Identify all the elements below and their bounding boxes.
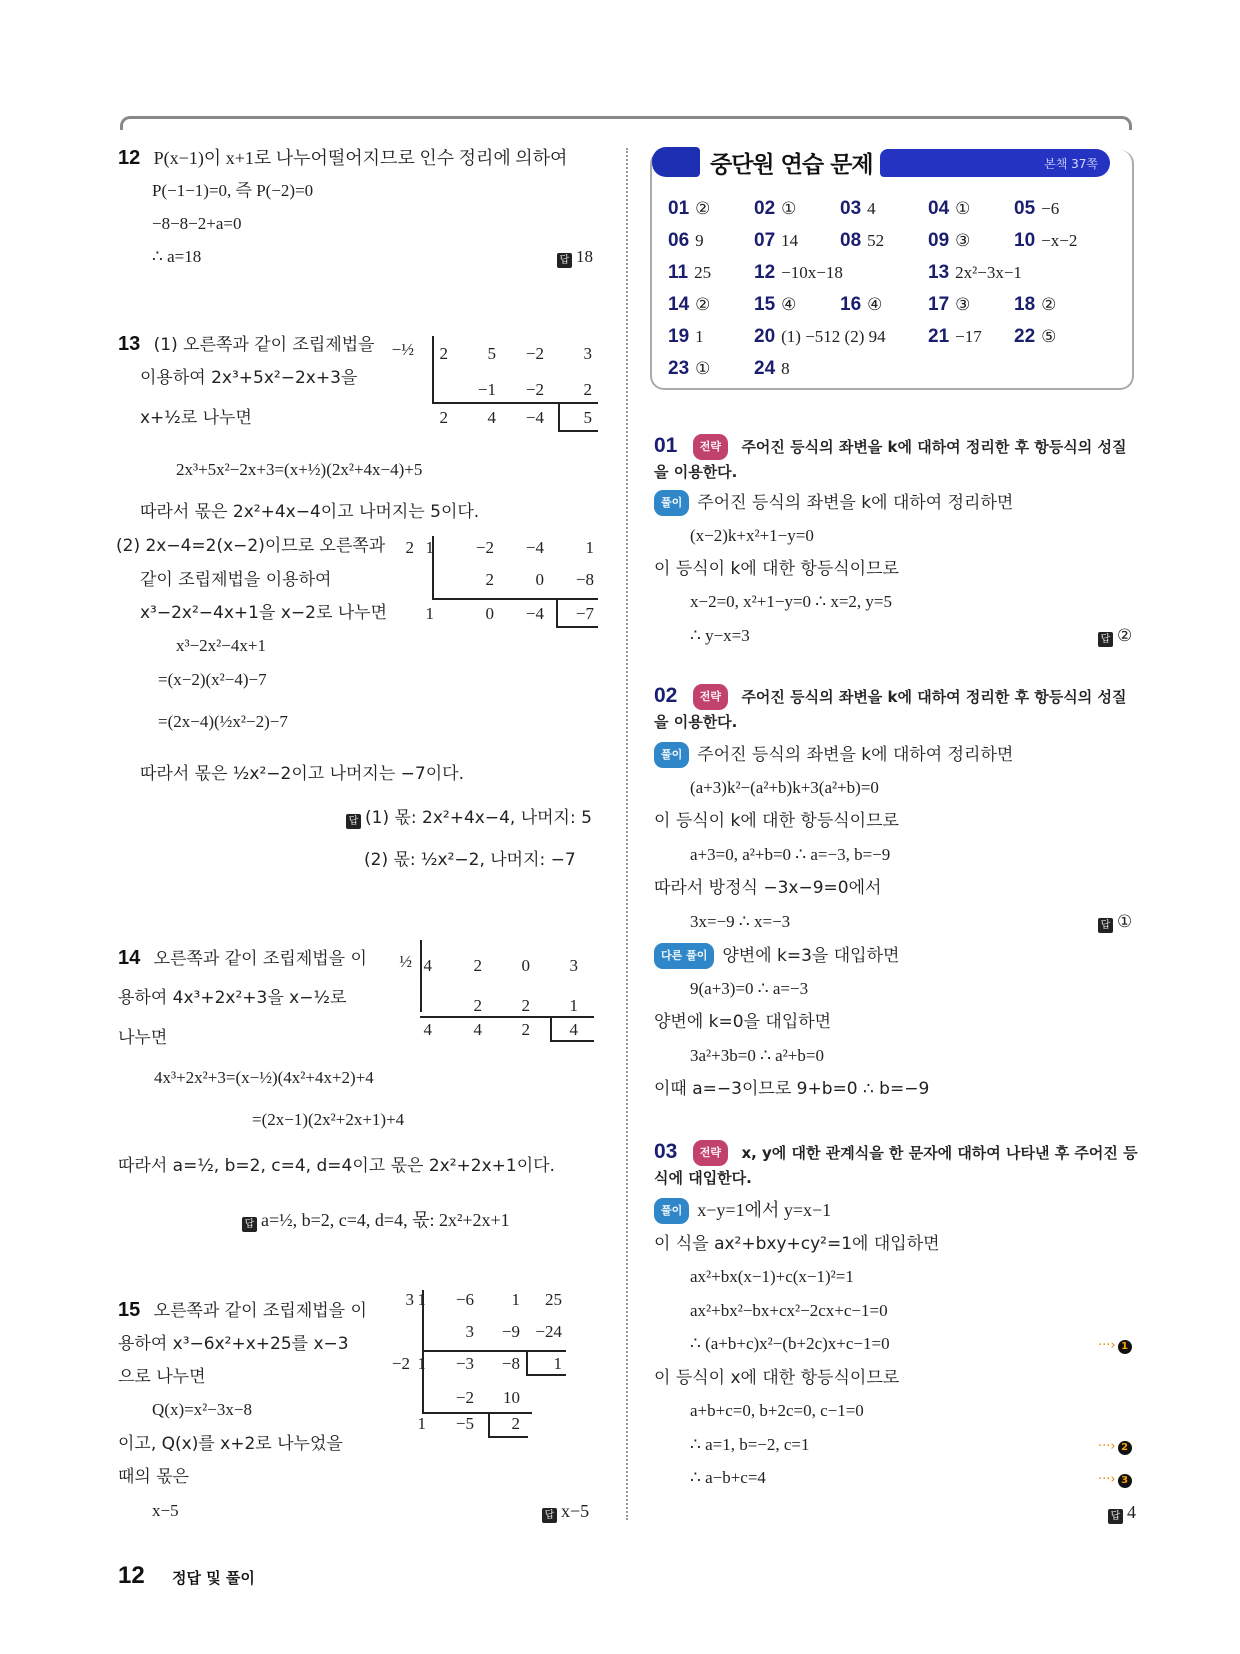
summary-answer-item: [1014, 230, 1077, 252]
answer-value: 2x²−3x−1: [955, 263, 1022, 282]
q02-alt-line: 이때 a=−3이므로 9+b=0 ∴ b=−9: [654, 1079, 930, 1099]
q02-alt-line: 9(a+3)=0 ∴ a=−3: [690, 979, 809, 998]
problem-13-line-2: 이용하여 2x³+5x²−2x+3을: [140, 368, 358, 388]
answer-value: ②: [1041, 295, 1057, 314]
answer-number: 08: [840, 230, 862, 251]
step-marker-2: ···› 2: [1098, 1433, 1132, 1459]
answer-number: 24: [754, 358, 776, 379]
solution-tag: 풀이: [654, 742, 689, 768]
answer-number: 16: [840, 294, 862, 315]
summary-answer-item: [928, 198, 970, 220]
problem-13-conclusion-2: 따라서 몫은 ½x²−2이고 나머지는 −7이다.: [140, 764, 464, 784]
problem-13-part2-line-1: (2) 2x−4=2(x−2)이므로 오른쪽과: [116, 536, 386, 556]
problem-14-conclusion: 따라서 a=½, b=2, c=4, d=4이고 몫은 2x²+2x+1이다.: [118, 1156, 555, 1176]
answer-value: 14: [781, 231, 799, 250]
problem-12-line-4: ∴ a=18: [152, 247, 202, 266]
problem-14-line-1: 14 오른쪽과 같이 조립제법을 이: [118, 947, 367, 969]
problem-15-line-3: 으로 나누면: [118, 1367, 206, 1387]
summary-answer-item: [668, 262, 711, 284]
summary-answer-item: [928, 262, 1022, 284]
answer-number: 19: [668, 326, 690, 347]
solution-tag: 풀이: [654, 1198, 689, 1224]
problem-12-answer: 답 18: [557, 245, 593, 269]
q02-line: 3x=−9 ∴ x=−3: [690, 912, 791, 931]
answer-value: ②: [695, 295, 711, 314]
answer-value: ②: [695, 199, 711, 218]
answer-badge-icon: 답: [346, 814, 361, 829]
synthetic-division-15: 3 1 −6 1 25 3 −9 −24 −2 1 −3 −8 1 −2 10 1 −5 2: [400, 1290, 600, 1450]
strategy-tag: 전략: [693, 1140, 728, 1166]
q03-strategy-line-2: 식에 대입한다.: [654, 1169, 752, 1187]
summary-title: 중단원 연습 문제: [710, 152, 873, 178]
answer-value: 4: [867, 199, 876, 218]
answer-value: 25: [694, 263, 712, 282]
summary-page-ref: 본책 37쪽: [1044, 157, 1098, 171]
section-label: 정답 및 풀이: [172, 1569, 255, 1587]
answer-value: −10x−18: [781, 263, 843, 282]
step-marker-1: ···› 1: [1098, 1332, 1132, 1358]
answer-value: 9: [695, 231, 704, 250]
problem-12-line-3: −8−8−2+a=0: [152, 214, 242, 233]
answer-value: 8: [781, 359, 790, 378]
summary-answer-item: [928, 326, 982, 348]
q02-alt-line: 양변에 k=0을 대입하면: [654, 1012, 832, 1032]
problem-15-line-4: Q(x)=x²−3x−8: [152, 1400, 252, 1419]
answer-number: 20: [754, 326, 776, 347]
answer-number: 14: [668, 294, 690, 315]
answer-value: ①: [695, 359, 711, 378]
q03-line: 이 등식이 x에 대한 항등식이므로: [654, 1368, 900, 1388]
problem-14-line-2: 용하여 4x³+2x²+3을 x−½로: [118, 988, 347, 1008]
q01-strategy-line-2: 을 이용한다.: [654, 463, 738, 481]
answer-badge-icon: 답: [1108, 1509, 1123, 1524]
q03-solution-intro: 풀이 x−y=1에서 y=x−1: [654, 1198, 831, 1224]
alt-solution-tag: 다른 풀이: [654, 943, 714, 969]
answer-number: 18: [1014, 294, 1036, 315]
answer-badge-icon: 답: [542, 1508, 557, 1523]
problem-14-eq-1: 4x³+2x²+3=(x−½)(4x²+4x+2)+4: [154, 1068, 374, 1087]
strategy-tag: 전략: [693, 684, 728, 710]
problem-12-line-1: 12 P(x−1)이 x+1로 나누어떨어지므로 인수 정리에 의하여: [118, 147, 568, 169]
summary-answer-item: [754, 358, 790, 380]
problem-13-line-1: 13 (1) 오른쪽과 같이 조립제법을: [118, 333, 375, 355]
q02-line: 이 등식이 k에 대한 항등식이므로: [654, 811, 899, 831]
q02-solution-intro: 풀이 주어진 등식의 좌변을 k에 대하여 정리하면: [654, 742, 1013, 768]
problem-15-line-2: 용하여 x³−6x²+x+25를 x−3: [118, 1334, 349, 1354]
summary-answer-item: [840, 230, 884, 252]
summary-answer-item: [754, 326, 886, 348]
summary-answer-item: [840, 198, 876, 220]
answer-badge-icon: 답: [242, 1217, 257, 1232]
answer-number: 11: [668, 262, 689, 283]
q01-solution-intro: 풀이 주어진 등식의 좌변을 k에 대하여 정리하면: [654, 490, 1013, 516]
q02-line: (a+3)k²−(a²+b)k+3(a²+b)=0: [690, 778, 879, 797]
synthetic-division-14: ½ 4 2 0 3 2 2 1 4 4 2 4: [396, 940, 596, 1040]
summary-answer-item: [754, 262, 843, 284]
summary-answer-item: [754, 198, 796, 220]
problem-13-part2-eq-1: x³−2x²−4x+1: [176, 636, 266, 655]
answer-number: 10: [1014, 230, 1036, 251]
answer-value: 1: [695, 327, 704, 346]
problem-14-answer: 답 a=½, b=2, c=4, d=4, 몫: 2x²+2x+1: [242, 1208, 510, 1233]
summary-answer-item: [668, 198, 710, 220]
problem-number: 12: [118, 147, 141, 169]
problem-14-eq-2: =(2x−1)(2x²+2x+1)+4: [252, 1110, 405, 1129]
summary-answer-item: [928, 294, 970, 316]
q01-line: 이 등식이 k에 대한 항등식이므로: [654, 559, 899, 579]
problem-15-line-7: x−5: [152, 1501, 179, 1520]
answer-number: 21: [928, 326, 950, 347]
q03-line: ∴ a−b+c=4: [690, 1468, 766, 1487]
q02-line: a+3=0, a²+b=0 ∴ a=−3, b=−9: [690, 845, 891, 864]
answer-value: −6: [1041, 199, 1060, 218]
answer-value: ③: [955, 231, 971, 250]
summary-answer-item: [928, 230, 970, 252]
answer-number: 15: [754, 294, 776, 315]
summary-answer-item: [754, 230, 798, 252]
q03-line: ∴ a=1, b=−2, c=1: [690, 1435, 810, 1454]
q03-answer: 답 4: [1108, 1500, 1136, 1525]
q01-line: (x−2)k+x²+1−y=0: [690, 526, 814, 545]
answer-badge-icon: 답: [1098, 632, 1113, 647]
q02-line: 따라서 방정식 −3x−9=0에서: [654, 878, 882, 898]
step-marker-3: ···› 3: [1098, 1466, 1132, 1492]
problem-14-line-3: 나누면: [118, 1028, 168, 1048]
summary-answer-item: [1014, 326, 1056, 348]
answer-number: 22: [1014, 326, 1036, 347]
answer-number: 03: [840, 198, 862, 219]
answer-badge-icon: 답: [1098, 918, 1113, 933]
q02-strategy-line-1: 02 전략 주어진 등식의 좌변을 k에 대하여 정리한 후 항등식의 성질: [654, 684, 1126, 710]
strategy-tag: 전략: [693, 434, 728, 460]
problem-13-conclusion-1: 따라서 몫은 2x²+4x−4이고 나머지는 5이다.: [140, 502, 480, 522]
answer-value: −17: [955, 327, 982, 346]
answer-number: 02: [754, 198, 776, 219]
answer-number: 05: [1014, 198, 1036, 219]
q02-strategy-line-2: 을 이용한다.: [654, 713, 738, 731]
problem-13-part2-line-3: x³−2x²−4x+1을 x−2로 나누면: [140, 603, 388, 623]
answer-value: ③: [955, 295, 971, 314]
summary-answer-item: [754, 294, 796, 316]
problem-15-answer: 답 x−5: [542, 1499, 589, 1524]
q03-strategy-line-1: 03 전략 x, y에 대한 관계식을 한 문자에 대하여 나타낸 후 주어진 등: [654, 1140, 1138, 1166]
page-top-rule: [120, 116, 1132, 130]
problem-15-line-6: 때의 몫은: [118, 1467, 190, 1487]
summary-answer-item: [668, 358, 710, 380]
answer-value: ⑤: [1041, 327, 1057, 346]
answer-value: 52: [867, 231, 885, 250]
problem-13-answer-2: (2) 몫: ½x²−2, 나머지: −7: [364, 850, 576, 870]
summary-answer-item: [668, 326, 704, 348]
page-number: 12: [118, 1562, 145, 1589]
answer-number: 17: [928, 294, 950, 315]
answer-value: −x−2: [1041, 231, 1078, 250]
answer-number: 04: [928, 198, 950, 219]
q03-line: 이 식을 ax²+bxy+cy²=1에 대입하면: [654, 1234, 940, 1254]
problem-15-line-5: 이고, Q(x)를 x+2로 나누었을: [118, 1434, 343, 1454]
answer-value: ①: [955, 199, 971, 218]
answer-number: 01: [668, 198, 690, 219]
q01-answer: 답 ②: [1098, 624, 1132, 648]
problem-12-line-2: P(−1−1)=0, 즉 P(−2)=0: [152, 181, 314, 200]
summary-answer-item: [668, 230, 704, 252]
problem-13-part2-line-2: 같이 조립제법을 이용하여: [140, 570, 332, 590]
q02-alt-intro: 다른 풀이 양변에 k=3을 대입하면: [654, 943, 899, 969]
problem-13-part2-eq-3: =(2x−4)(½x²−2)−7: [158, 712, 288, 731]
summary-answer-item: [668, 294, 710, 316]
answer-value: ④: [867, 295, 883, 314]
summary-header-pill: [652, 147, 700, 177]
solution-tag: 풀이: [654, 490, 689, 516]
synthetic-division-13-1: −½ 2 5 −2 3 −1 −2 2 2 4 −4 5: [388, 336, 598, 436]
answer-badge-icon: 답: [557, 253, 572, 268]
problem-13-line-3: x+½로 나누면: [140, 408, 252, 428]
q01-line: ∴ y−x=3: [690, 626, 750, 645]
problem-13-eq-1: 2x³+5x²−2x+3=(x+½)(2x²+4x−4)+5: [176, 460, 423, 479]
summary-answer-item: [1014, 198, 1059, 220]
q02-answer: 답 ①: [1098, 910, 1132, 934]
q01-strategy-line-1: 01 전략 주어진 등식의 좌변을 k에 대하여 정리한 후 항등식의 성질: [654, 434, 1126, 460]
q03-line: a+b+c=0, b+2c=0, c−1=0: [690, 1401, 864, 1420]
summary-answer-item: [1014, 294, 1056, 316]
q02-alt-line: 3a²+3b=0 ∴ a²+b=0: [690, 1046, 824, 1065]
answer-value: ①: [781, 199, 797, 218]
answer-summary-box: [650, 150, 1134, 390]
summary-answer-item: [840, 294, 882, 316]
problem-13-part2-eq-2: =(x−2)(x²−4)−7: [158, 670, 267, 689]
answer-number: 07: [754, 230, 776, 251]
problem-13-answer-1: 답 (1) 몫: 2x²+4x−4, 나머지: 5: [346, 806, 592, 830]
answer-number: 09: [928, 230, 950, 251]
answer-number: 13: [928, 262, 950, 283]
answer-value: ④: [781, 295, 797, 314]
answer-number: 23: [668, 358, 690, 379]
answer-number: 06: [668, 230, 690, 251]
answer-number: 12: [754, 262, 776, 283]
q03-line: ax²+bx²−bx+cx²−2cx+c−1=0: [690, 1301, 888, 1320]
q03-line: ∴ (a+b+c)x²−(b+2c)x+c−1=0: [690, 1334, 890, 1353]
problem-15-line-1: 15 오른쪽과 같이 조립제법을 이: [118, 1299, 367, 1321]
q01-line: x−2=0, x²+1−y=0 ∴ x=2, y=5: [690, 592, 893, 611]
answer-value: (1) −512 (2) 94: [781, 327, 886, 346]
q03-line: ax²+bx(x−1)+c(x−1)²=1: [690, 1267, 854, 1286]
synthetic-division-13-2: 2 1 −2 −4 1 2 0 −8 1 0 −4 −7: [404, 536, 600, 628]
column-divider: [626, 148, 628, 1520]
